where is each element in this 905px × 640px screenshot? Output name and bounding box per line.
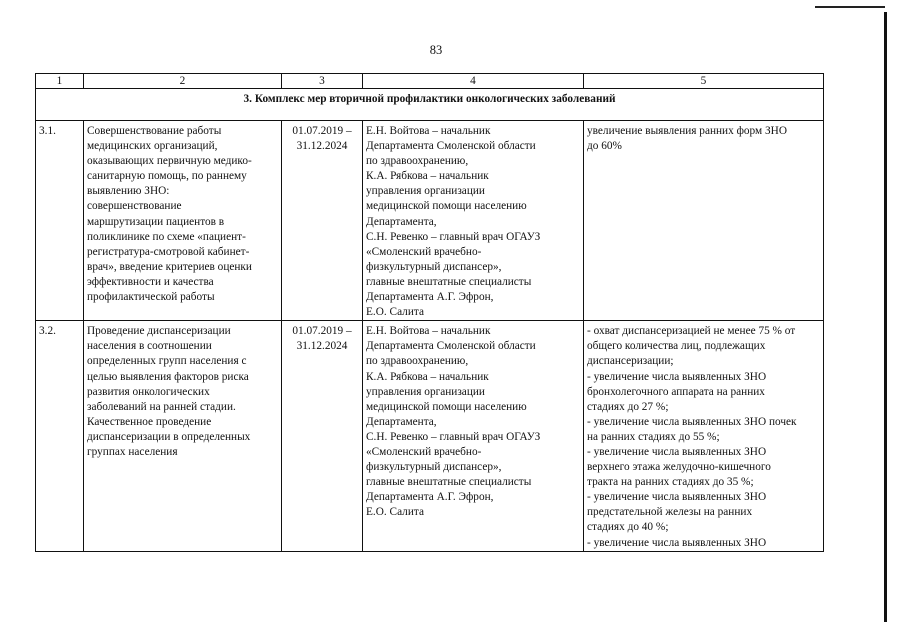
column-number-row: [36, 74, 824, 89]
corner-scan-mark: [815, 6, 885, 8]
section-title: 3. Комплекс мер вторичной профилактики онкологических заболеваний: [36, 89, 824, 121]
expected-result: увеличение выявления ранних форм ЗНО до 60%: [584, 121, 824, 321]
measure-description: Проведение диспансеризации населения в соотношении определенных групп населения с целью выявления факторов риска развития онкологических заболеваний на ранней стадии. Качественное проведение диспансеризации в определенных группах населения: [84, 321, 282, 551]
table-row: [36, 321, 824, 551]
column-header-4: 4: [363, 74, 584, 89]
expected-result: - охват диспансеризацией не менее 75 % от общего количества лиц, подлежащих диспансеризации; - увеличение числа выявленных ЗНО бронхолегочного аппарата на ранних стадиях до 27 %; - увеличение числа выявленных ЗНО почек на ранних стадиях до 55 %; - увеличение числа выявленных ЗНО верхнего этажа желудочно-кишечного тракта на ранних стадиях до 35 %; - увеличение числа выявленных ЗНО предстательной железы на ранних стадиях до 40 %; - увеличение числа выявленных ЗНО: [584, 321, 824, 551]
measure-description: Совершенствование работы медицинских организаций, оказывающих первичную медико- санитарную помощь, по раннему выявлению ЗНО: совершенствование маршрутизации пациентов в поликлинике по схеме «пациент- регистратура-смотровой кабинет- врач», введение критериев оценки эффективности и качества профилактической работы: [84, 121, 282, 321]
implementation-period: 01.07.2019 – 31.12.2024: [282, 321, 363, 551]
column-header-2: 2: [84, 74, 282, 89]
measures-table: [35, 73, 824, 552]
column-header-1: 1: [36, 74, 84, 89]
page-number: 83: [429, 43, 443, 57]
responsible-persons: Е.Н. Войтова – начальник Департамента Смоленской области по здравоохранению, К.А. Рябкова – начальник управления организации медицинской помощи населению Департамента, С.Н. Ревенко – главный врач ОГАУЗ «Смоленский врачебно- физкультурный диспансер», главные внештатные специалисты Департамента А.Г. Эфрон, Е.О. Салита: [363, 321, 584, 551]
scan-edge-bar: [884, 12, 887, 622]
implementation-period: 01.07.2019 – 31.12.2024: [282, 121, 363, 321]
table-row: [36, 121, 824, 321]
responsible-persons: Е.Н. Войтова – начальник Департамента Смоленской области по здравоохранению, К.А. Рябкова – начальник управления организации медицинской помощи населению Департамента, С.Н. Ревенко – главный врач ОГАУЗ «Смоленский врачебно- физкультурный диспансер», главные внештатные специалисты Департамента А.Г. Эфрон, Е.О. Салита: [363, 121, 584, 321]
column-header-3: 3: [282, 74, 363, 89]
section-title-row: [36, 89, 824, 121]
row-number: 3.2.: [36, 321, 84, 551]
row-number: 3.1.: [36, 121, 84, 321]
column-header-5: 5: [584, 74, 824, 89]
